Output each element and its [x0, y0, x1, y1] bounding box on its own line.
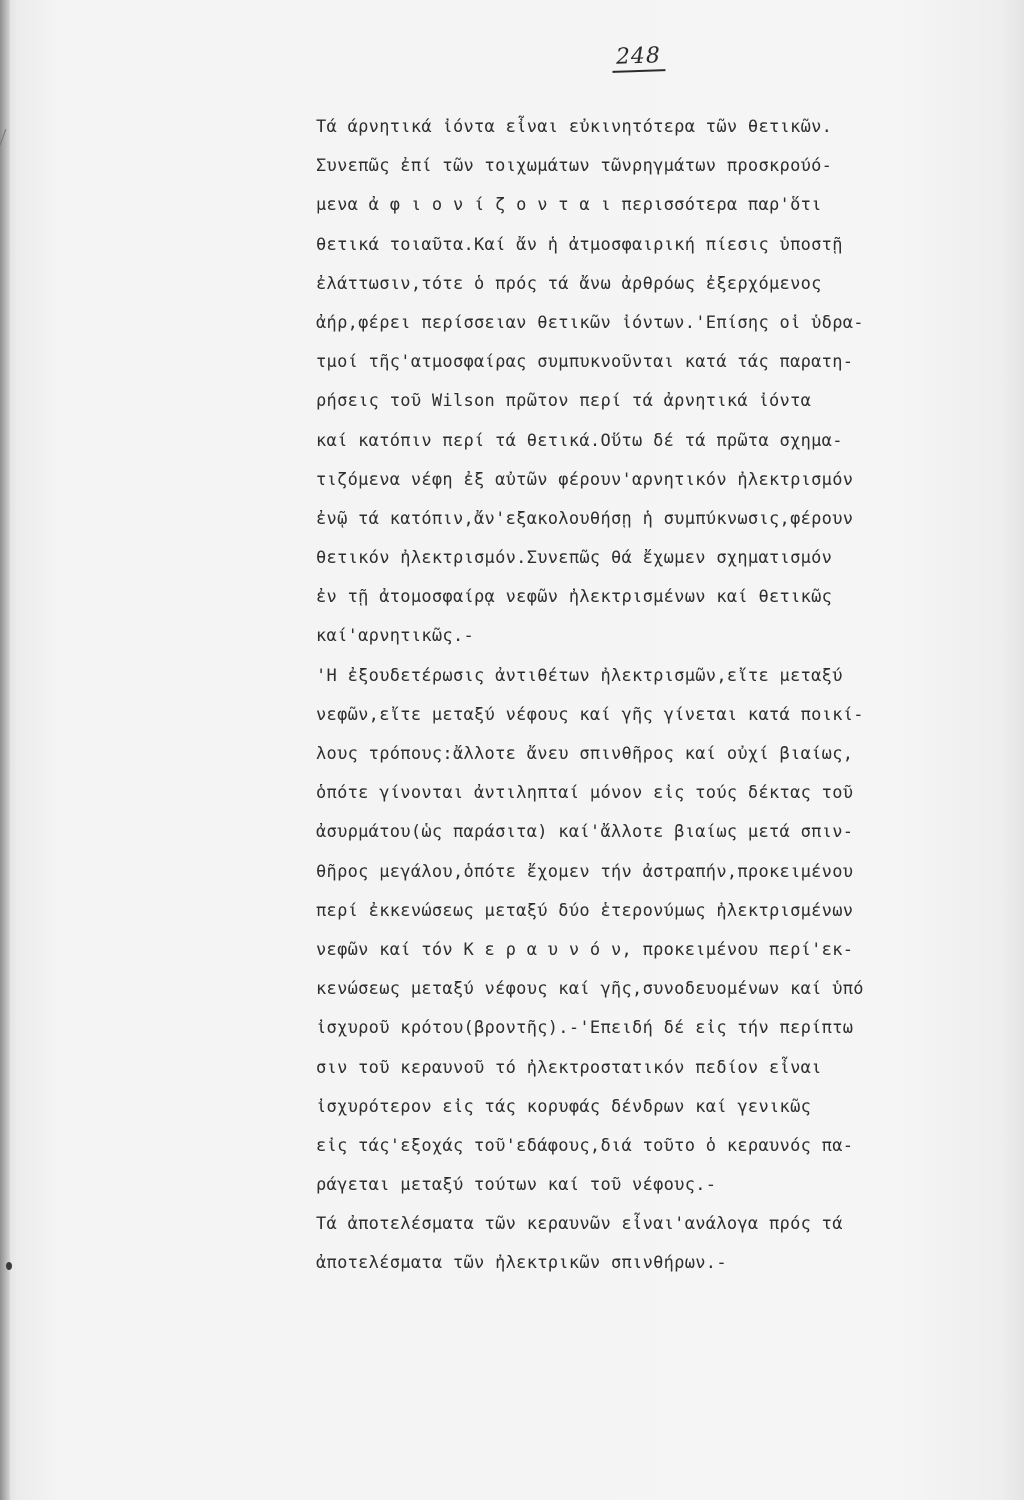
text-line: ἐλάττωσιν,τότε ὁ πρός τά ἄνω ἀρθρόως ἐξερχόμενος: [316, 273, 822, 294]
text-line: ἀποτελέσματα τῶν ἠλεκτρικῶν σπινθήρων.-: [316, 1253, 727, 1274]
text-line: ἐνῷ τά κατόπιν,ἄν'εξακολουθήσῃ ἡ συμπύκνωσις,φέρουν: [316, 508, 854, 529]
text-line: ράγεται μεταξύ τούτων καί τοῦ νέφους.-: [316, 1175, 717, 1196]
binding-shadow: [0, 0, 10, 1500]
text-line: καί'αρνητικῶς.-: [316, 626, 475, 647]
typed-text-body: [316, 108, 1006, 1284]
text-line: καί κατόπιν περί τά θετικά.Οὕτω δέ τά πρῶτα σχημα-: [316, 430, 843, 451]
text-line: ἰσχυρότερον εἰς τάς κορυφάς δένδρων καί γενικῶς: [316, 1096, 812, 1117]
text-line: σιν τοῦ κεραυνοῦ τό ἠλεκτροστατικόν πεδίον εἶναι: [316, 1057, 822, 1078]
text-line: Τά ἀποτελέσματα τῶν κεραυνῶν εἶναι'ανάλογα πρός τά: [316, 1214, 843, 1235]
text-line: ρήσεις τοῦ Wilson πρῶτον περί τά ἀρνητικά ἰόντα: [316, 391, 812, 412]
text-line: νεφῶν καί τόν Κ ε ρ α υ ν ό ν, προκειμένου περί'εκ-: [316, 939, 854, 960]
text-line: τμοί τῆς'ατμοσφαίρας συμπυκνοῦνται κατά τάς παρατη-: [316, 352, 854, 373]
text-line: θετικά τοιαῦτα.Καί ἄν ἡ ἀτμοσφαιρική πίεσις ὑποστῇ: [316, 234, 843, 255]
text-line: Τά άρνητικά ἰόντα εἶναι εὐκινητότερα τῶν θετικῶν.: [316, 117, 833, 137]
text-line: ὁπότε γίνονται ἀντιληπταί μόνον εἰς τούς δέκτας τοῦ: [316, 783, 854, 804]
ink-spot: [6, 1262, 12, 1270]
text-line: ἀσυρμάτου(ὡς παράσιτα) καί'ἄλλοτε βιαίως μετά σπιν-: [316, 822, 854, 843]
text-line: μενα ἀ φ ι ο ν ί ζ ο ν τ α ι περισσότερα παρ'ὅτι: [316, 195, 822, 216]
page-number: 248: [612, 43, 666, 73]
text-line: ἰσχυροῦ κρότου(βροντῆς).-'Επειδή δέ εἰς τήν περίπτω: [316, 1018, 854, 1039]
text-line: τιζόμενα νέφη ἐξ αὐτῶν φέρουν'αρνητικόν ἠλεκτρισμόν: [316, 469, 854, 490]
text-line: ἀήρ,φέρει περίσσειαν θετικῶν ἰόντων.'Επίσης οἱ ὑδρα-: [316, 312, 864, 333]
text-line: νεφῶν,εἴτε μεταξύ νέφους καί γῆς γίνεται κατά ποικί-: [316, 704, 864, 725]
text-line: εἰς τάς'εξοχάς τοῦ'εδάφους,διά τοῦτο ὁ κεραυνός πα-: [316, 1135, 854, 1156]
text-line: περί ἐκκενώσεως μεταξύ δύο ἑτερονύμως ἠλεκτρισμένων: [316, 900, 854, 921]
text-line: 'Η ἐξουδετέρωσις ἀντιθέτων ἠλεκτρισμῶν,εἴτε μεταξύ: [316, 665, 843, 686]
text-line: Συνεπῶς ἐπί τῶν τοιχωμάτων τῶνρηγμάτων προσκρούό-: [316, 156, 833, 177]
text-line: λους τρόπους:ἄλλοτε ἄνευ σπινθῆρος καί οὐχί βιαίως,: [316, 744, 854, 764]
text-line: θῆρος μεγάλου,ὁπότε ἔχομεν τήν ἀστραπήν,προκειμένου: [316, 861, 854, 882]
text-line: ἐν τῇ ἀτομοσφαίρᾳ νεφῶν ἠλεκτρισμένων καί θετικῶς: [316, 587, 833, 608]
text-line: θετικόν ἠλεκτρισμόν.Συνεπῶς θά ἔχωμεν σχηματισμόν: [316, 548, 833, 569]
text-line: κενώσεως μεταξύ νέφους καί γῆς,συνοδευομένων καί ὑπό: [316, 979, 864, 1000]
